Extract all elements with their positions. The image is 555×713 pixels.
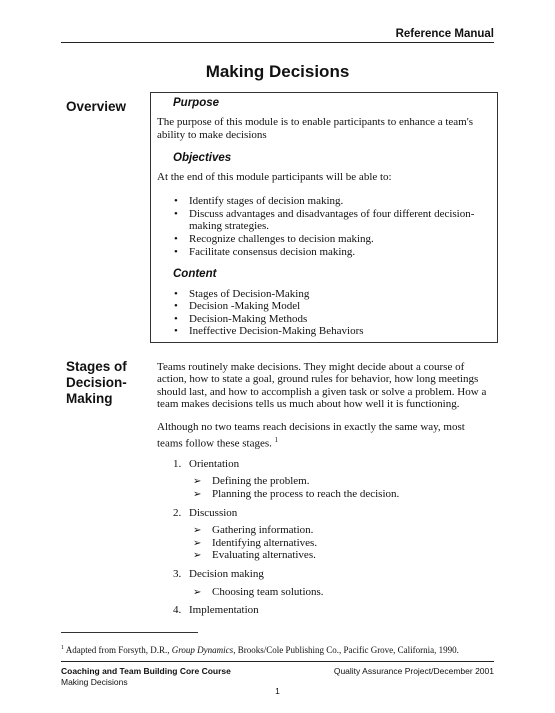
bullet-icon: •: [174, 208, 178, 220]
content-heading: Content: [173, 268, 217, 280]
stages-para2-line: [157, 434, 278, 451]
bullet-icon: •: [174, 233, 178, 245]
objectives-intro: At the end of this module participants will be able to:: [157, 171, 392, 183]
arrow-bullet-icon: ➢: [193, 489, 202, 500]
stages-para1-line: team makes decisions tells us much about how well it is functioning.: [157, 398, 460, 410]
header-label: Reference Manual: [395, 28, 494, 40]
stage-label: Orientation: [189, 458, 240, 470]
header-rule: [61, 42, 494, 43]
footer-rule: [61, 661, 494, 662]
objective-item: Discuss advantages and disadvantages of four different decision-: [189, 208, 475, 220]
objective-item: Recognize challenges to decision making.: [189, 233, 374, 245]
footer-module: Making Decisions: [61, 677, 128, 687]
content-item: Ineffective Decision-Making Behaviors: [189, 325, 364, 337]
stage-label: Implementation: [189, 604, 259, 616]
footnote-text-after: , Brooks/Cole Publishing Co., Pacific Grove, California, 1990.: [233, 645, 459, 655]
stage-number: 3.: [173, 568, 182, 580]
objective-item: Identify stages of decision making.: [189, 195, 344, 207]
stage-label: Decision making: [189, 568, 264, 580]
footer-course: Coaching and Team Building Core Course: [61, 666, 231, 676]
purpose-line-2: ability to make decisions: [157, 129, 267, 141]
objective-item-continued: making strategies.: [189, 220, 270, 232]
arrow-bullet-icon: ➢: [193, 587, 202, 598]
stages-label-line-3: Making: [66, 391, 113, 406]
stage-number: 2.: [173, 507, 182, 519]
arrow-bullet-icon: ➢: [193, 525, 202, 536]
bullet-icon: •: [174, 288, 178, 300]
content-item: Decision -Making Model: [189, 300, 301, 312]
stages-para2-line: Although no two teams reach decisions in exactly the same way, most: [157, 421, 465, 433]
stage-subitem: Identifying alternatives.: [212, 537, 318, 549]
objectives-heading: Objectives: [173, 152, 232, 164]
arrow-bullet-icon: ➢: [193, 476, 202, 487]
stages-para1-line: action, how to state a goal, ground rules for behavior, how long meetings: [157, 373, 479, 385]
stage-subitem: Gathering information.: [212, 524, 314, 536]
stage-label: Discussion: [189, 507, 238, 519]
bullet-icon: •: [174, 246, 178, 258]
footnote-book-title: Group Dynamics: [171, 645, 234, 655]
footnote-reference: 1: [274, 436, 279, 444]
stages-para2-text: teams follow these stages.: [157, 437, 272, 450]
content-item: Stages of Decision-Making: [189, 288, 310, 300]
purpose-line-1: The purpose of this module is to enable participants to enhance a team's: [157, 116, 473, 128]
stage-number: 4.: [173, 604, 182, 616]
arrow-bullet-icon: ➢: [193, 550, 202, 561]
footnote-mark: 1: [61, 645, 64, 651]
footnote-text-before: Adapted from Forsyth, D.R.,: [65, 645, 172, 655]
stages-para1-line: Teams routinely make decisions. They might decide about a course of: [157, 361, 465, 373]
stages-label-line-1: Stages of: [66, 359, 127, 374]
stage-subitem: Choosing team solutions.: [212, 586, 324, 598]
footer-project-date: Quality Assurance Project/December 2001: [333, 666, 494, 676]
footnote: [61, 643, 459, 656]
overview-label: Overview: [66, 99, 127, 114]
content-item: Decision-Making Methods: [189, 313, 308, 325]
stage-subitem: Evaluating alternatives.: [212, 549, 316, 561]
bullet-icon: •: [174, 313, 178, 325]
bullet-icon: •: [174, 300, 178, 312]
page-number: 1: [275, 686, 280, 696]
bullet-icon: •: [174, 325, 178, 337]
page-title: Making Decisions: [205, 62, 350, 81]
stage-subitem: Defining the problem.: [212, 475, 310, 487]
stages-label-line-2: Decision-: [66, 375, 127, 390]
stage-subitem: Planning the process to reach the decision.: [212, 488, 400, 500]
footnote-rule: [61, 632, 198, 633]
stage-number: 1.: [173, 458, 182, 470]
purpose-heading: Purpose: [173, 97, 220, 109]
arrow-bullet-icon: ➢: [193, 538, 202, 549]
bullet-icon: •: [174, 195, 178, 207]
objective-item: Facilitate consensus decision making.: [189, 246, 356, 258]
stages-para1-line: should last, and how to accomplish a given task or solve a problem. How a: [157, 386, 487, 398]
